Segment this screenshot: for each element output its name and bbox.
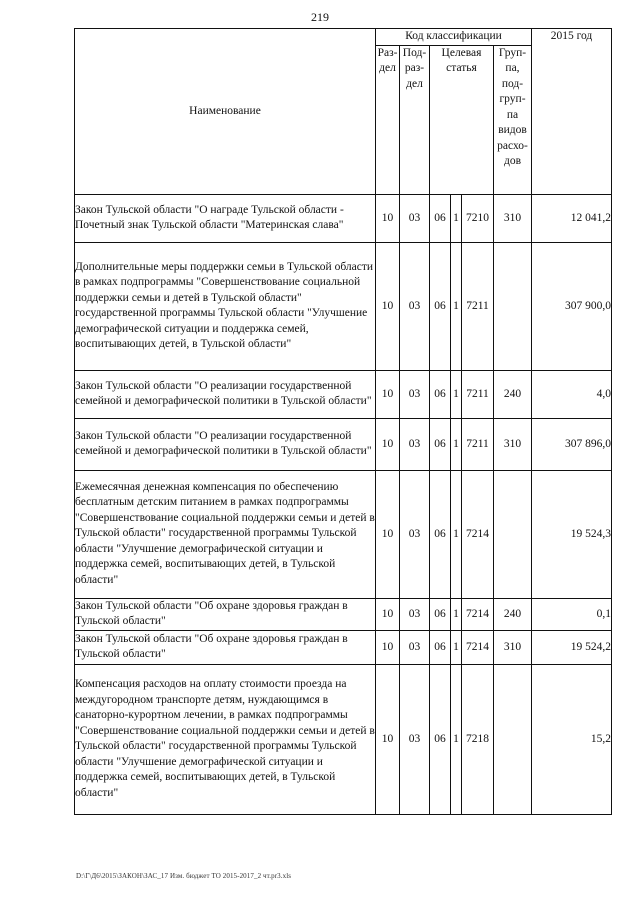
row-group: 310	[494, 194, 532, 242]
row-target-1: 06	[430, 370, 451, 418]
row-subsection: 03	[400, 370, 430, 418]
row-subsection: 03	[400, 418, 430, 470]
table-row	[75, 194, 612, 242]
file-path-footer: D:\Г\Д6\2015\ЗАКОН\ЗАС_17 Изм. бюджет ТО 2015-2017_2 чт.pr3.xls	[76, 872, 292, 880]
table-row	[75, 598, 612, 630]
row-group: 310	[494, 630, 532, 664]
row-subsection: 03	[400, 242, 430, 370]
row-group: 310	[494, 418, 532, 470]
row-target-3: 7210	[462, 194, 494, 242]
row-name: Ежемесячная денежная компенсация по обеспечению бесплатным детским питанием в рамках подпрограммы "Совершенствование социальной поддержки семьи и детей в Тульской области" государственной программы Тульской области "Улучшение демографической ситуации и поддержка семей, воспитывающих детей, в Тульской области"	[75, 470, 376, 598]
header-year: 2015 год	[532, 29, 612, 195]
row-target-3: 7211	[462, 370, 494, 418]
row-target-2: 1	[451, 598, 462, 630]
row-subsection: 03	[400, 470, 430, 598]
row-target-2: 1	[451, 664, 462, 814]
table-row	[75, 664, 612, 814]
header-classification: Код классификации	[376, 29, 532, 46]
header-expense-group: Груп- па, под- груп- па видов расхо- дов	[494, 45, 532, 194]
header-name: Наименование	[75, 29, 376, 195]
row-target-2: 1	[451, 242, 462, 370]
row-name: Компенсация расходов на оплату стоимости проезда на междугородном транспорте детям, нуждающимся в санаторно-курортном лечении, в рамках подпрограммы "Совершенствование социальной поддержки семьи и детей в Тульской области" государственной программы Тульской области "Улучшение демографической ситуации и поддержка семей, воспитывающих детей, в Тульской области"	[75, 664, 376, 814]
row-name: Закон Тульской области "О реализации государственной семейной и демографической политики в Тульской области"	[75, 418, 376, 470]
row-section: 10	[376, 470, 400, 598]
row-subsection: 03	[400, 664, 430, 814]
row-target-2: 1	[451, 418, 462, 470]
table-row	[75, 470, 612, 598]
row-section: 10	[376, 418, 400, 470]
row-amount: 0,1	[532, 598, 612, 630]
row-target-1: 06	[430, 194, 451, 242]
header-target-article: Целевая статья	[430, 45, 494, 194]
row-target-1: 06	[430, 630, 451, 664]
row-section: 10	[376, 664, 400, 814]
row-target-3: 7211	[462, 242, 494, 370]
row-target-2: 1	[451, 630, 462, 664]
table-row	[75, 242, 612, 370]
table-row	[75, 418, 612, 470]
row-name: Закон Тульской области "О реализации государственной семейной и демографической политики в Тульской области"	[75, 370, 376, 418]
row-target-3: 7214	[462, 630, 494, 664]
row-target-1: 06	[430, 242, 451, 370]
row-target-1: 06	[430, 470, 451, 598]
row-section: 10	[376, 598, 400, 630]
row-target-2: 1	[451, 370, 462, 418]
table-row	[75, 370, 612, 418]
row-target-3: 7218	[462, 664, 494, 814]
row-name: Закон Тульской области "Об охране здоровья граждан в Тульской области"	[75, 598, 376, 630]
row-name: Закон Тульской области "Об охране здоровья граждан в Тульской области"	[75, 630, 376, 664]
row-name: Дополнительные меры поддержки семьи в Тульской области в рамках подпрограммы "Совершенствование социальной поддержки семьи и детей в Тульской области" государственной программы Тульской области "Улучшение демографической ситуации и поддержка семей, воспитывающих детей, в Тульской области"	[75, 242, 376, 370]
row-target-2: 1	[451, 194, 462, 242]
row-section: 10	[376, 194, 400, 242]
header-subsection: Под- раз- дел	[400, 45, 430, 194]
page-number: 219	[311, 10, 329, 24]
row-subsection: 03	[400, 598, 430, 630]
row-subsection: 03	[400, 194, 430, 242]
row-subsection: 03	[400, 630, 430, 664]
row-group: 240	[494, 598, 532, 630]
row-amount: 15,2	[532, 664, 612, 814]
row-amount: 12 041,2	[532, 194, 612, 242]
row-target-1: 06	[430, 598, 451, 630]
row-amount: 4,0	[532, 370, 612, 418]
row-group	[494, 664, 532, 814]
row-section: 10	[376, 242, 400, 370]
budget-table	[74, 28, 612, 815]
row-group	[494, 242, 532, 370]
row-section: 10	[376, 370, 400, 418]
row-target-3: 7214	[462, 470, 494, 598]
row-amount: 19 524,3	[532, 470, 612, 598]
header-section: Раз- дел	[376, 45, 400, 194]
row-amount: 19 524,2	[532, 630, 612, 664]
row-amount: 307 896,0	[532, 418, 612, 470]
row-target-1: 06	[430, 664, 451, 814]
row-group: 240	[494, 370, 532, 418]
row-target-3: 7214	[462, 598, 494, 630]
row-group	[494, 470, 532, 598]
row-section: 10	[376, 630, 400, 664]
row-amount: 307 900,0	[532, 242, 612, 370]
row-target-1: 06	[430, 418, 451, 470]
table-row	[75, 630, 612, 664]
row-target-2: 1	[451, 470, 462, 598]
row-name: Закон Тульской области "О награде Тульской области - Почетный знак Тульской области "Материнская слава"	[75, 194, 376, 242]
row-target-3: 7211	[462, 418, 494, 470]
